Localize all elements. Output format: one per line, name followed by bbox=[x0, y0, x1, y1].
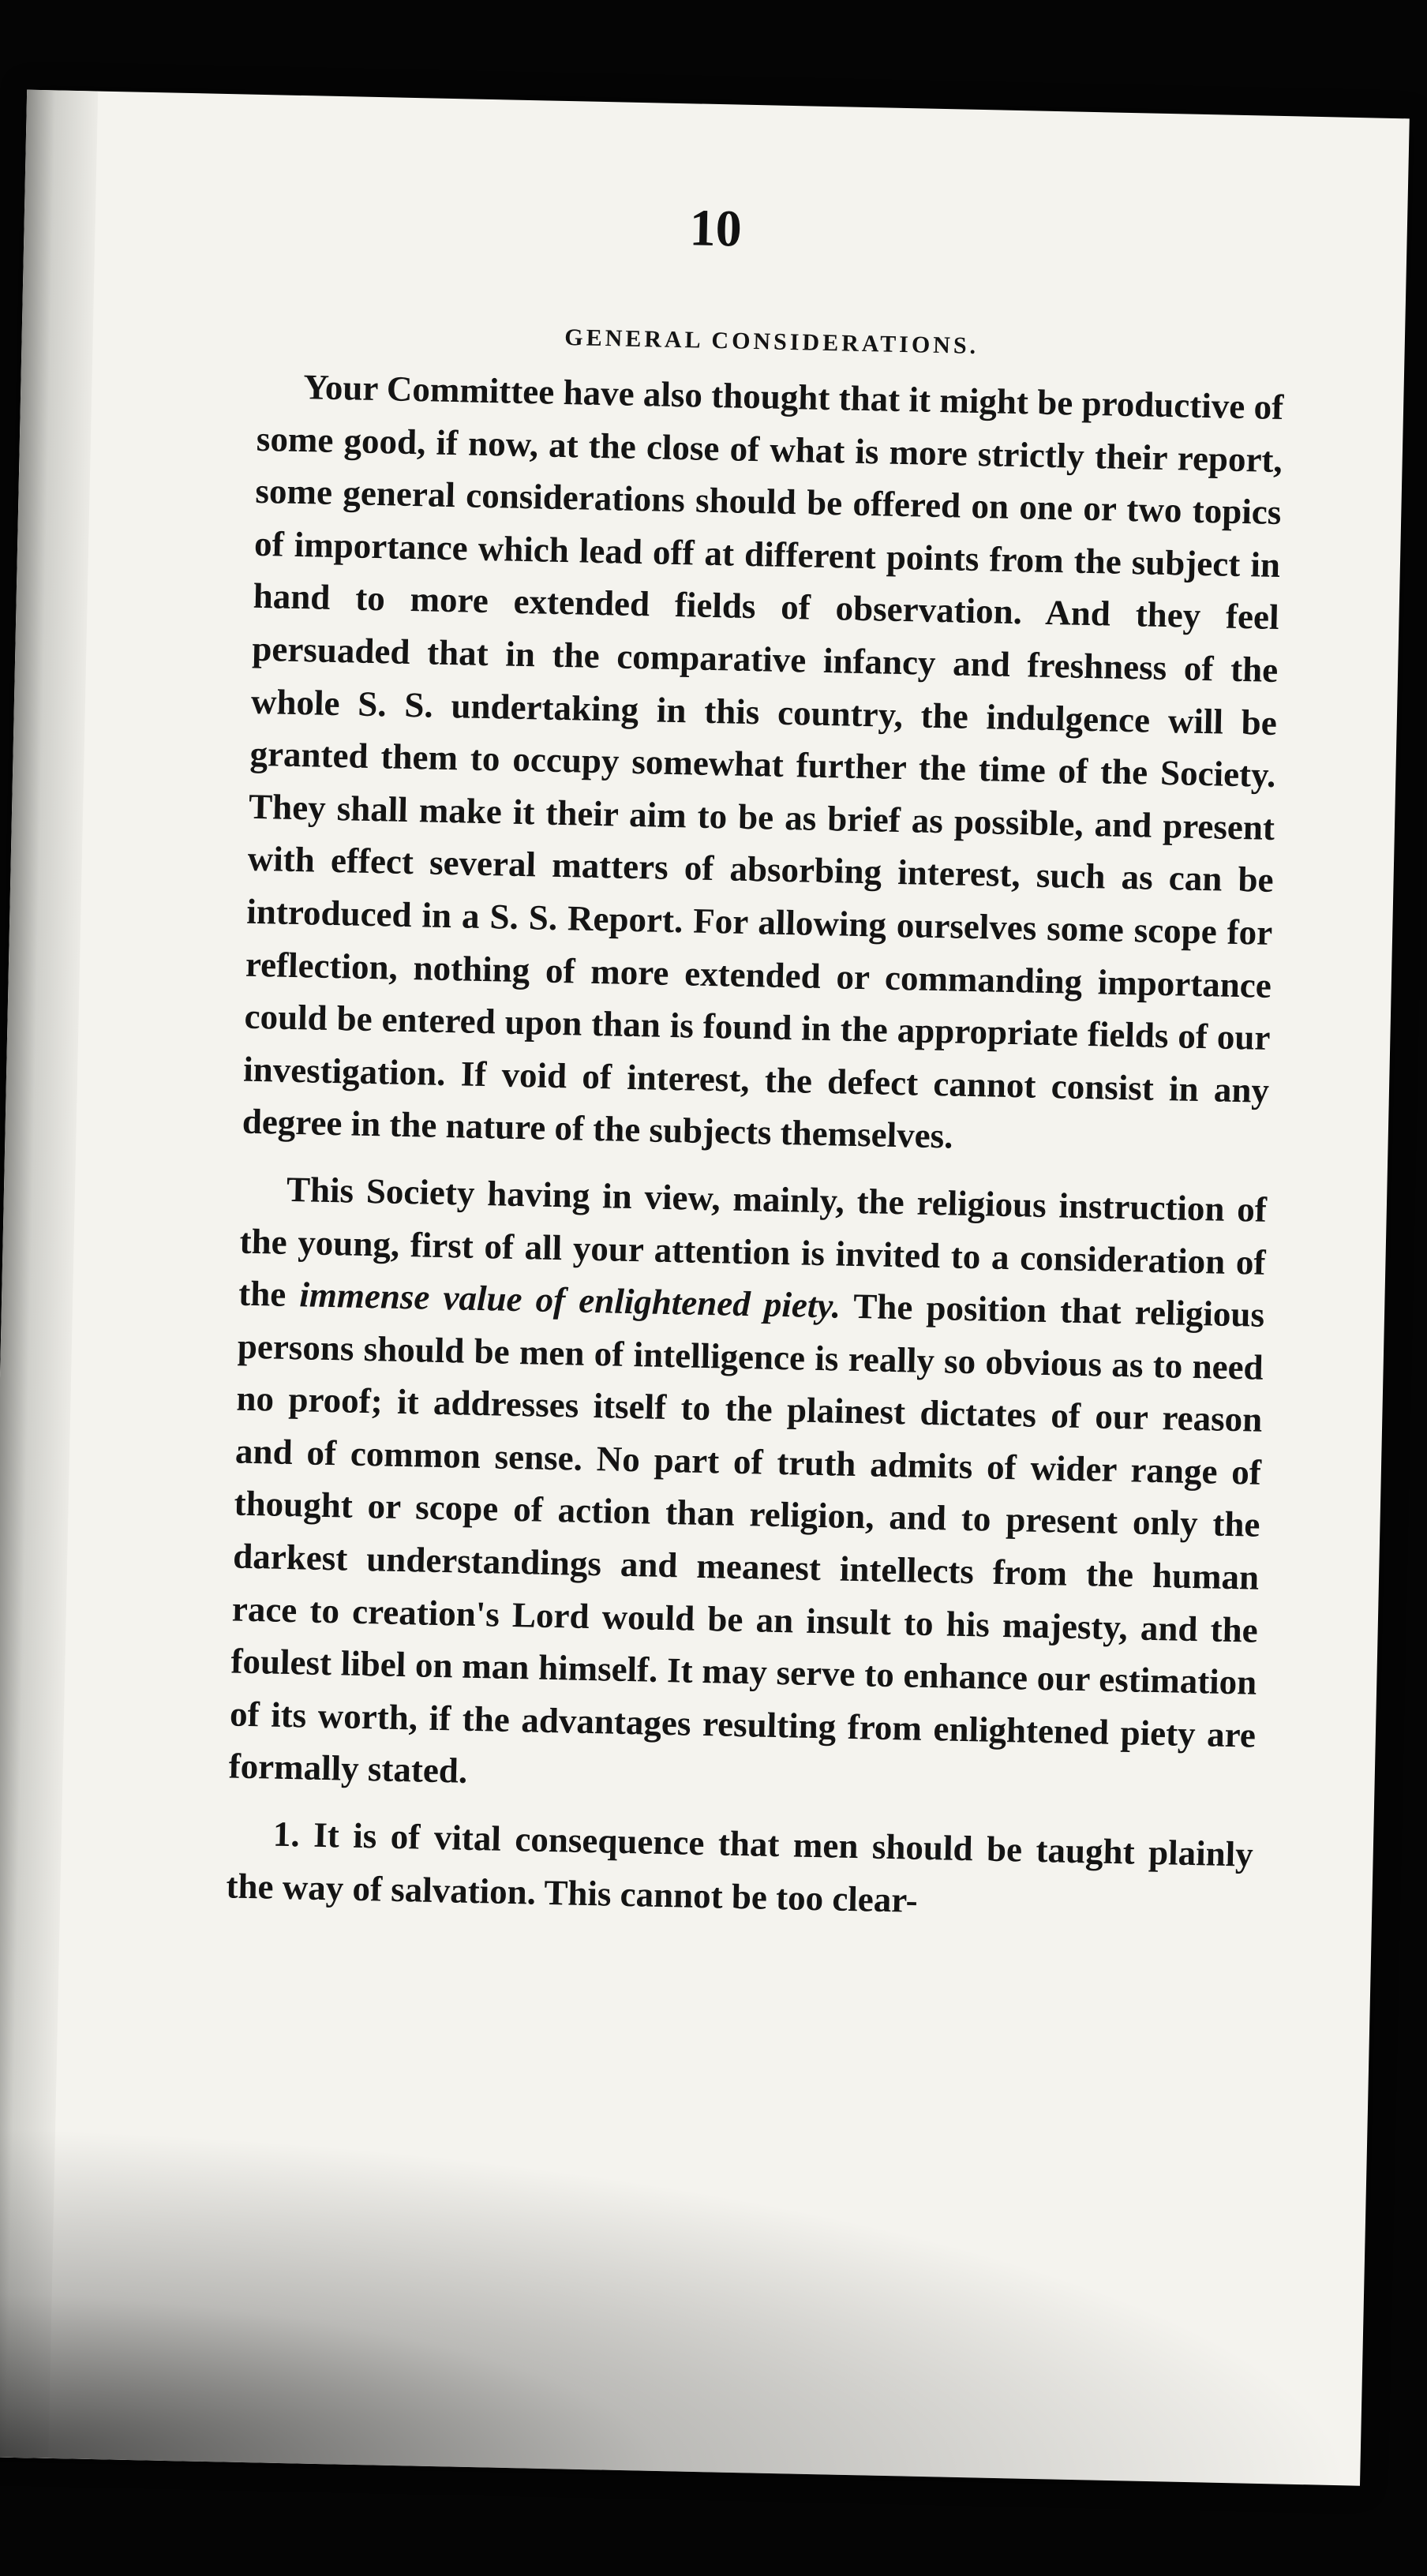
section-heading: GENERAL CONSIDERATIONS. bbox=[564, 324, 979, 359]
paragraph-2 bbox=[228, 1163, 1267, 1814]
paragraph-1: Your Committee have also thought that it might be productive of some good, if now, at the close of what is more strictly their report, some general considerations should be offered on one or two topics of importance which lead off at different points from the subject in hand to more extended fields of observation. And they feel persuaded that in the comparative infancy and freshness of the whole S. S. undertaking in this country, the indulgence will be granted them to occupy somewhat further the time of the Society. They shall make it their aim to be as brief as possible, and present with effect several matters of absorbing interest, such as can be introduced in a S. S. Report. For allowing ourselves some scope for reflection, nothing of more extended or commanding importance could be entered upon than is found in the appropriate fields of our investigation. If void of interest, the defect cannot consist in any degree in the nature of the subjects themselves. bbox=[242, 367, 1284, 1156]
page-content bbox=[226, 308, 1286, 1948]
paragraph-2-text-after: The position that religious persons should be men of intelligence is really so obvious as to need no proof; it addresses itself to the plainest dictates of our reason and of common sense. No part of truth admits of wider range of thought or scope of action than religion, and to present only the darkest understandings and meanest intellects from the human race to creation's Lord would be an insult to his majesty, and the foulest libel on man himself. It may serve to enhance our estimation of its worth, if the advantages resulting from enlightened piety are formally stated. bbox=[228, 1286, 1265, 1792]
book-page bbox=[0, 90, 1410, 2486]
paragraph-3: 1. It is of vital consequence that men should be taught plainly the way of salvation. This cannot be too clear- bbox=[226, 1814, 1254, 1920]
paragraph-2-text-before: This Society having in view, mainly, the religious instruction of the young, first of all your attention is invited to a consideration of the bbox=[238, 1169, 1268, 1315]
paragraph-2-emphasis: immense value of enlightened piety. bbox=[298, 1275, 841, 1326]
page-number: 10 bbox=[688, 199, 743, 258]
